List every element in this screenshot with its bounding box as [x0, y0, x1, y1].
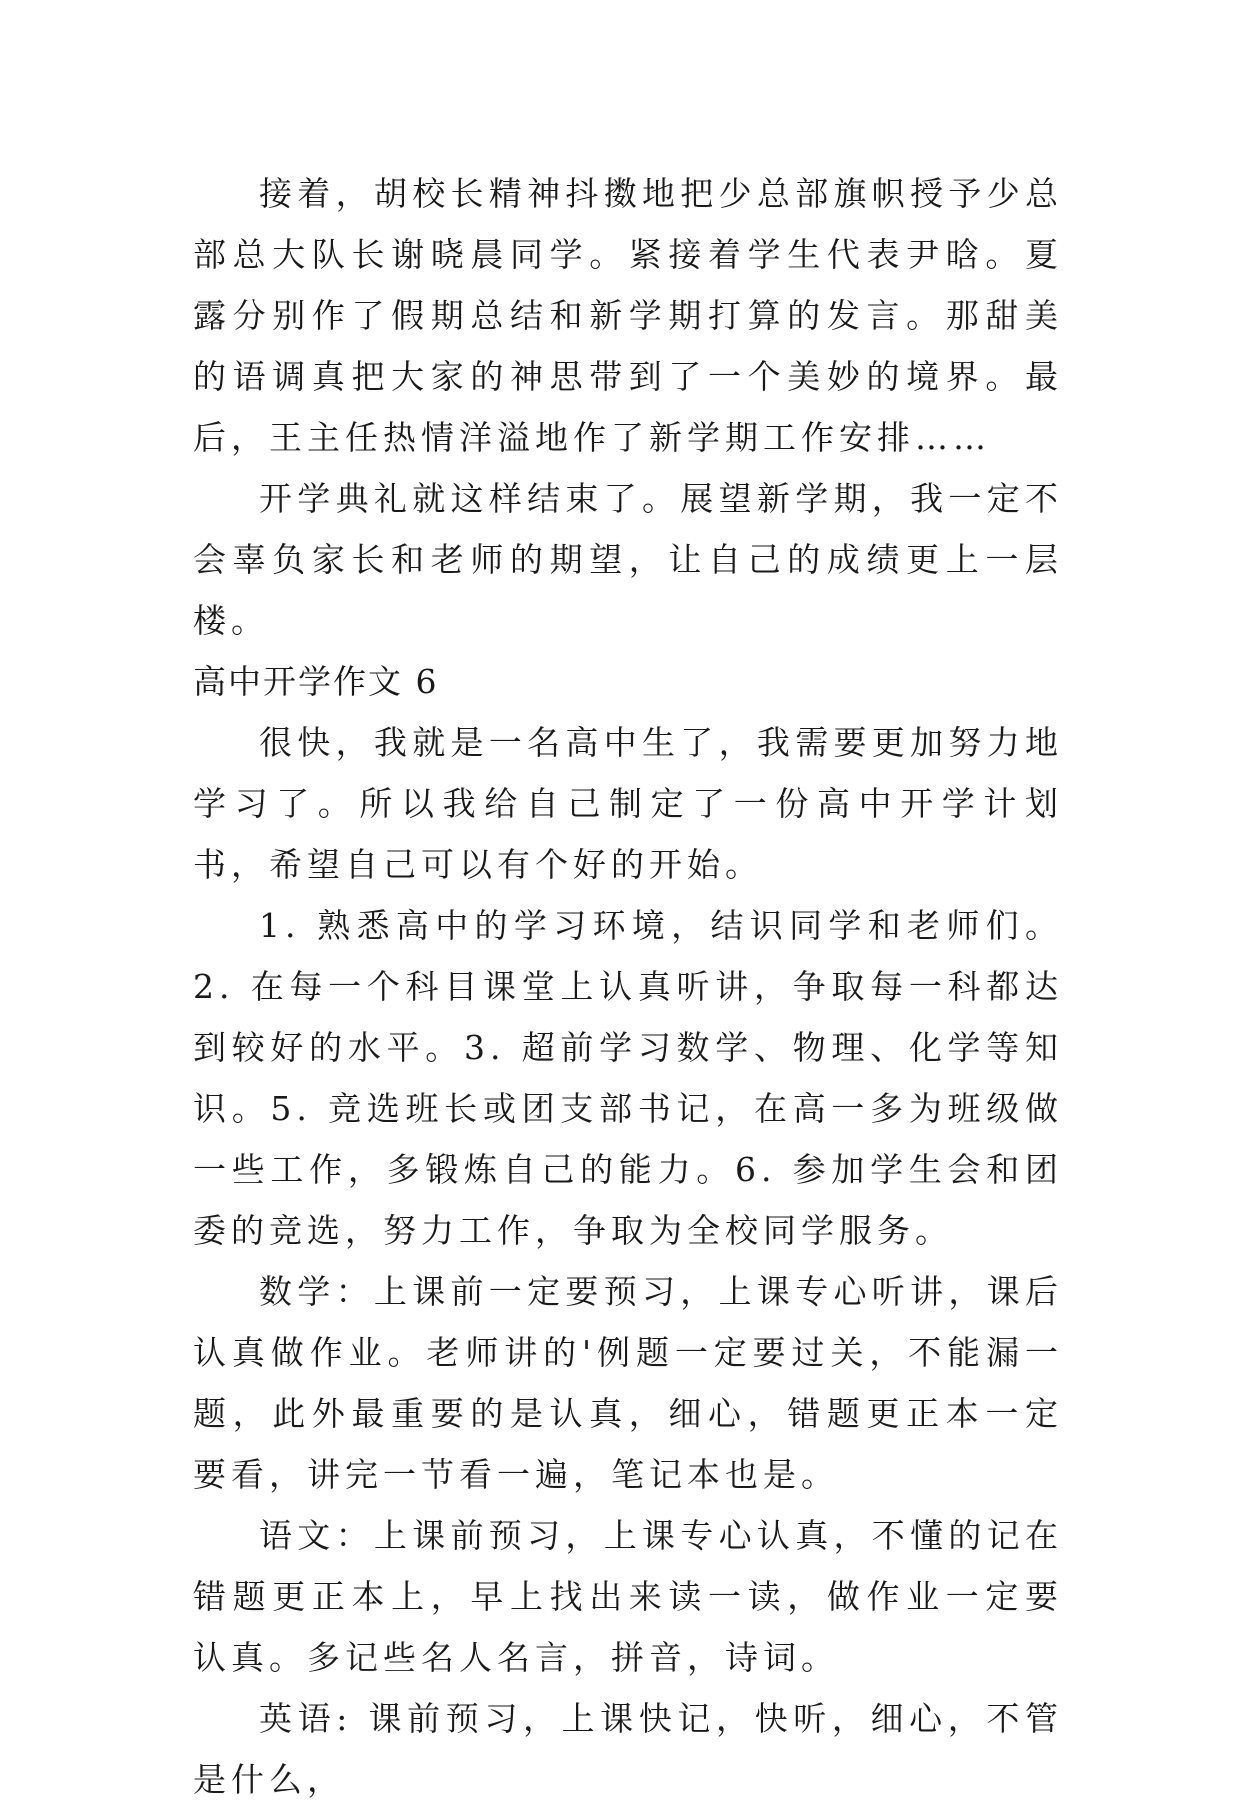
paragraph-plan-intro: 很快，我就是一名高中生了，我需要更加努力地学习了。所以我给自己制定了一份高中开学计划书，希望自己可以有个好的开始。 [193, 723, 1063, 884]
section-heading: 高中开学作文 6 [193, 662, 439, 701]
document-body [193, 163, 1063, 1810]
paragraph-ceremony-ending: 开学典礼就这样结束了。展望新学期，我一定不会辜负家长和老师的期望，让自己的成绩更上一层楼。 [193, 479, 1063, 640]
paragraph-plan-list: 1. 熟悉高中的学习环境，结识同学和老师们。2. 在每一个科目课堂上认真听讲，争取每一科都达到较好的水平。3. 超前学习数学、物理、化学等知识。5. 竞选班长或团支部书记，在高一多为班级做一些工作，多锻炼自己的能力。6. 参加学生会和团委的竞选，努力工作，争取为全校同学服务。 [193, 906, 1063, 1250]
paragraph-opening-ceremony: 接着，胡校长精神抖擞地把少总部旗帜授予少总部总大队长谢晓晨同学。紧接着学生代表尹晗。夏露分别作了假期总结和新学期打算的发言。那甜美的语调真把大家的神思带到了一个美妙的境界。最后，王主任热情洋溢地作了新学期工作安排…… [193, 174, 1063, 457]
paragraph-english: 英语: 课前预习，上课快记，快听，细心，不管是什么， [193, 1699, 1063, 1799]
paragraph-chinese: 语文：上课前预习，上课专心认真，不懂的记在错题更正本上，早上找出来读一读，做作业一定要认真。多记些名人名言，拼音，诗词。 [193, 1516, 1063, 1677]
paragraph-math: 数学：上课前一定要预习，上课专心听讲，课后认真做作业。老师讲的'例题一定要过关，不能漏一题，此外最重要的是认真，细心，错题更正本一定要看，讲完一节看一遍，笔记本也是。 [193, 1272, 1063, 1494]
